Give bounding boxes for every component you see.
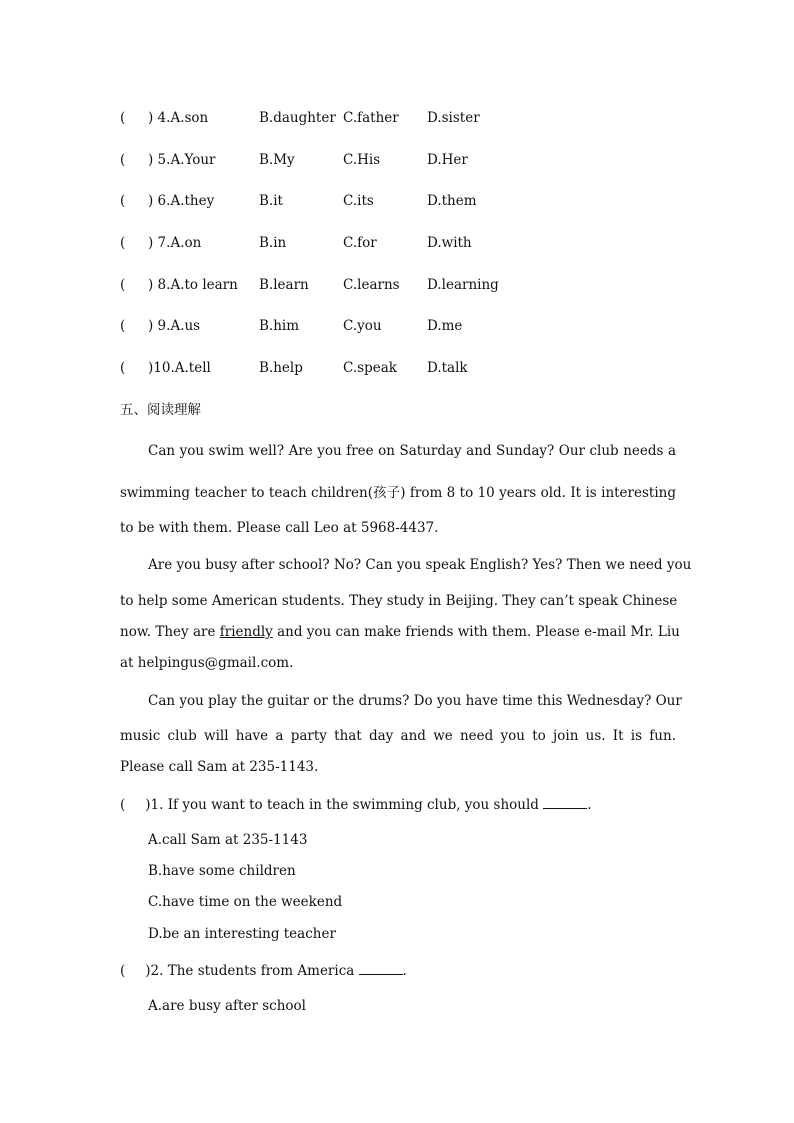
answer-paren: ( [120, 963, 126, 979]
option-b: B.My [259, 152, 295, 168]
question-1 [120, 795, 592, 815]
passage-p1-line3: to be with them. Please call Leo at 5968-4437. [120, 520, 439, 536]
option-d: D.with [427, 235, 472, 251]
option-d: D.Her [427, 152, 468, 168]
q2-option-a: A.are busy after school [148, 998, 306, 1014]
option-c: C.His [343, 152, 381, 168]
option-b: B.help [259, 360, 303, 376]
passage-p1-line1: Can you swim well? Are you free on Saturday and Sunday? Our club needs a [148, 443, 676, 459]
section-title: 五、阅读理解 [120, 402, 201, 418]
passage-p1-line2: swimming teacher to teach children(孩子) from 8 to 10 years old. It is interesting [120, 485, 676, 501]
option-c: C.for [343, 235, 377, 251]
option-d: D.learning [427, 277, 499, 293]
passage-p2-line3 [120, 622, 680, 642]
question-2 [120, 961, 407, 981]
question-stem: )1. If you want to teach in the swimming club, you should [145, 797, 539, 813]
answer-blank [543, 795, 587, 809]
passage-p2-line1: Are you busy after school? No? Can you speak English? Yes? Then we need you [148, 557, 692, 573]
option-c: C.its [343, 193, 374, 209]
option-a: ) 6.A.they [148, 193, 215, 209]
option-c: C.speak [343, 360, 397, 376]
answer-paren: ( [120, 152, 126, 168]
option-a: ) 9.A.us [148, 318, 201, 334]
q1-option-b: B.have some children [148, 863, 296, 879]
answer-paren: ( [120, 318, 126, 334]
answer-paren: ( [120, 235, 126, 251]
passage-p3-line2: music club will have a party that day and we need you to join us. It is fun. [120, 728, 676, 744]
answer-blank [359, 961, 403, 975]
q1-option-a: A.call Sam at 235-1143 [148, 832, 308, 848]
passage-p2-line4: at helpingus@gmail.com. [120, 655, 294, 671]
answer-paren: ( [120, 110, 126, 126]
option-c: C.learns [343, 277, 400, 293]
option-a: ) 5.A.Your [148, 152, 216, 168]
option-b: B.learn [259, 277, 309, 293]
passage-text: and you can make friends with them. Please e-mail Mr. Liu [277, 624, 680, 640]
option-d: D.sister [427, 110, 480, 126]
q1-option-d: D.be an interesting teacher [148, 926, 336, 942]
option-c: C.you [343, 318, 382, 334]
option-b: B.in [259, 235, 287, 251]
answer-paren: ( [120, 193, 126, 209]
question-stem-end: . [402, 963, 407, 979]
option-d: D.me [427, 318, 463, 334]
option-d: D.talk [427, 360, 468, 376]
underlined-word: friendly [219, 624, 273, 640]
option-b: B.him [259, 318, 300, 334]
answer-paren: ( [120, 797, 126, 813]
passage-p2-line2: to help some American students. They study in Beijing. They can’t speak Chinese [120, 593, 678, 609]
option-a: ) 8.A.to learn [148, 277, 238, 293]
question-stem-end: . [587, 797, 592, 813]
option-a: )10.A.tell [148, 360, 211, 376]
option-b: B.daughter [259, 110, 336, 126]
option-a: ) 7.A.on [148, 235, 202, 251]
passage-p3-line1: Can you play the guitar or the drums? Do you have time this Wednesday? Our [148, 693, 682, 709]
option-b: B.it [259, 193, 283, 209]
q1-option-c: C.have time on the weekend [148, 894, 343, 910]
answer-paren: ( [120, 277, 126, 293]
answer-paren: ( [120, 360, 126, 376]
option-a: ) 4.A.son [148, 110, 209, 126]
passage-p3-line3: Please call Sam at 235-1143. [120, 759, 319, 775]
question-stem: )2. The students from America [145, 963, 355, 979]
option-d: D.them [427, 193, 477, 209]
option-c: C.father [343, 110, 399, 126]
passage-text: now. They are [120, 624, 216, 640]
